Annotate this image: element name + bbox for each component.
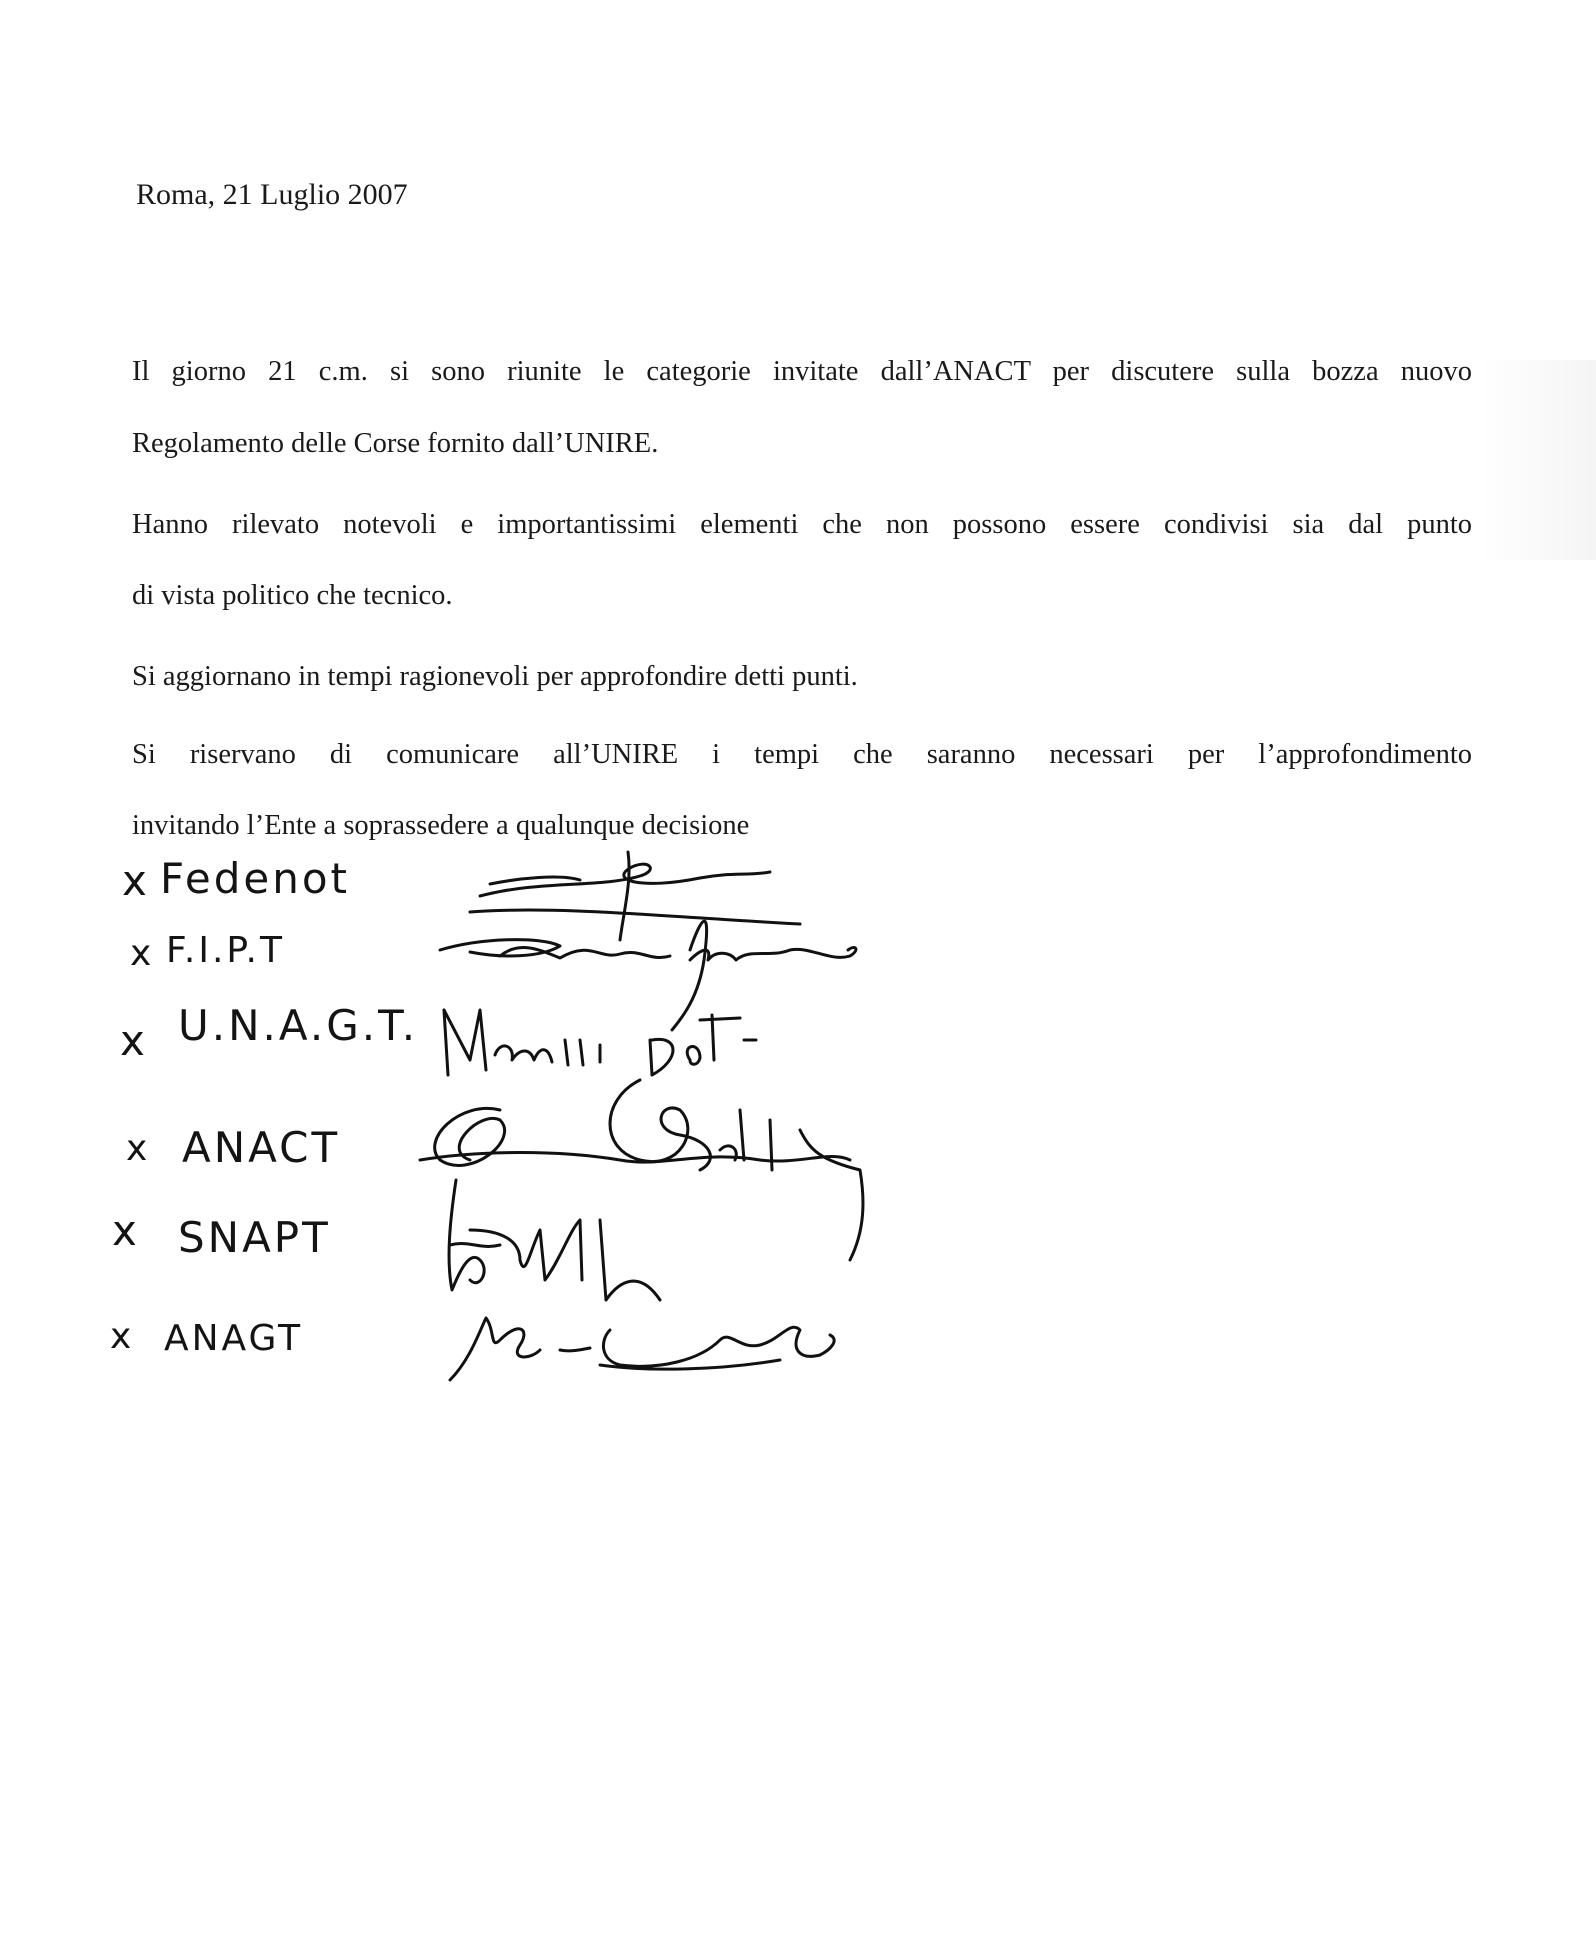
body-line-2: Regolamento delle Corse fornito dall’UNIRE.: [132, 428, 659, 459]
signatory-row-fipt: [130, 921, 856, 1030]
signatory-mark: x: [126, 1128, 151, 1169]
signatory-organization: F.I.P.T: [166, 930, 285, 971]
signatory-organization: ANAGT: [164, 1318, 304, 1359]
signatory-row-snapt: [112, 1180, 660, 1300]
signatory-row-fedenot: [122, 852, 800, 940]
signatory-organization: Fedenot: [160, 854, 350, 903]
signatory-row-anagt: [110, 1316, 834, 1380]
handwritten-signature: [420, 1080, 863, 1260]
body-line-3: Hanno rilevato notevoli e importantissimi elementi che non possono essere condivisi sia dal punto: [132, 509, 1472, 540]
body-line-7: invitando l’Ente a soprassedere a qualunque decisione: [132, 810, 750, 841]
handwritten-signature: [450, 1318, 834, 1380]
handwritten-signature: [470, 852, 800, 940]
signatory-mark: x: [110, 1316, 135, 1357]
signatory-organization: ANACT: [182, 1123, 341, 1172]
signatory-mark: x: [120, 1016, 148, 1065]
signatory-organization: U.N.A.G.T.: [178, 1001, 419, 1050]
body-line-6: Si riservano di comunicare all’UNIRE i tempi che saranno necessari per l’approfondimento: [132, 739, 1472, 770]
handwritten-signature: [449, 1180, 660, 1300]
signatory-mark: x: [112, 1206, 140, 1255]
signatory-organization: SNAPT: [178, 1213, 331, 1262]
handwritten-signature: [444, 1010, 756, 1075]
scan-shading: [1480, 360, 1596, 560]
body-line-4: di vista politico che tecnico.: [132, 580, 453, 611]
signatory-row-unagt: [120, 1001, 756, 1075]
signatory-mark: x: [130, 933, 155, 974]
signatory-row-anact: [126, 1080, 863, 1260]
handwritten-signature: [440, 921, 856, 1030]
letter-date: Roma, 21 Luglio 2007: [136, 178, 408, 211]
signatory-mark: x: [122, 856, 150, 905]
body-line-1: Il giorno 21 c.m. si sono riunite le categorie invitate dall’ANACT per discutere sulla bozza nuovo: [132, 356, 1472, 387]
body-line-5: Si aggiornano in tempi ragionevoli per approfondire detti punti.: [132, 661, 858, 692]
